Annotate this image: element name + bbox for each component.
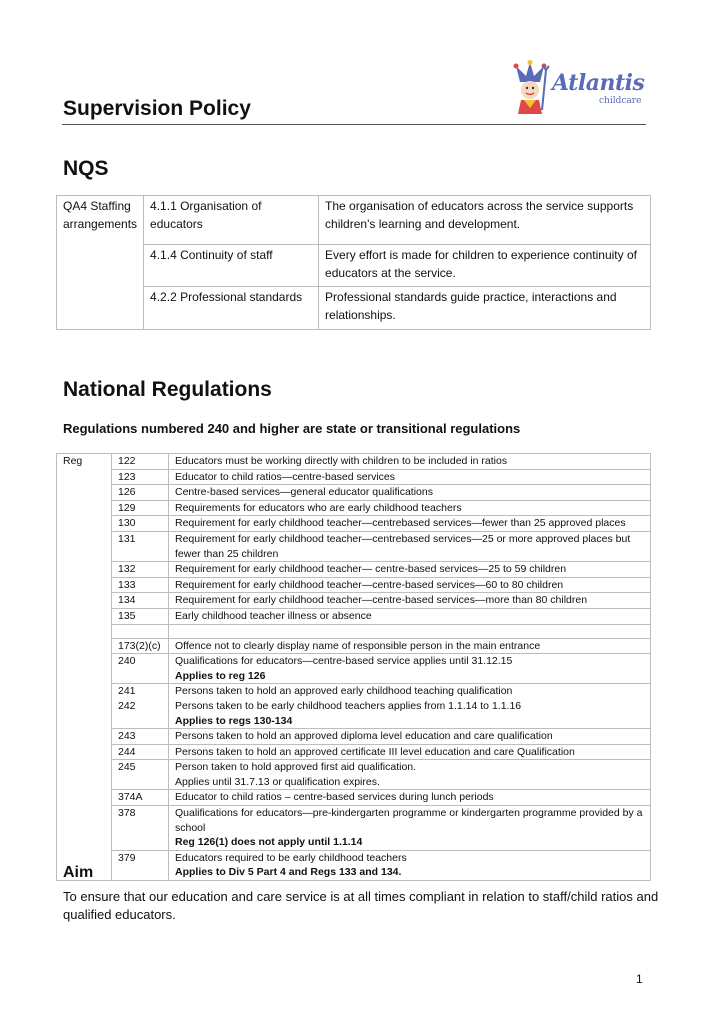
reg-text: Persons taken to be early childhood teachers applies from 1.1.14 to 1.1.16	[175, 699, 522, 712]
reg-text: Qualifications for educators—centre-based service applies until 31.12.15	[175, 655, 513, 668]
company-logo	[512, 60, 652, 118]
reg-text: Applies until 31.7.13 or qualification expires.	[175, 775, 380, 788]
reg-description	[169, 806, 651, 851]
reg-description: Educators must be working directly with children to be included in ratios	[169, 454, 651, 470]
table-spacer-row	[57, 624, 651, 638]
reg-description: Persons taken to hold an approved certificate III level education and care Qualification	[169, 744, 651, 760]
table-row	[57, 287, 651, 330]
reg-description: Educator to child ratios – centre-based services during lunch periods	[169, 790, 651, 806]
page-title: Supervision Policy	[63, 97, 251, 120]
page-number: 1	[636, 972, 643, 986]
nqs-table	[56, 195, 651, 330]
table-row	[57, 654, 651, 684]
nqs-text-cell: Every effort is made for children to experience continuity of educators at the service.	[319, 245, 651, 287]
table-row	[57, 245, 651, 287]
table-row	[57, 593, 651, 609]
reg-number: 378	[112, 806, 169, 851]
reg-note: Applies to Div 5 Part 4 and Regs 133 and 134.	[175, 866, 402, 879]
table-row	[57, 562, 651, 578]
reg-number-242: 242	[118, 699, 136, 712]
reg-note: Applies to regs 130-134	[175, 714, 293, 727]
nqs-text-cell: Professional standards guide practice, interactions and relationships.	[319, 287, 651, 330]
table-row	[57, 790, 651, 806]
reg-description	[169, 850, 651, 880]
reg-description: Requirement for early childhood teacher—centrebased services—fewer than 25 approved places	[169, 516, 651, 532]
jester-mascot-icon	[512, 60, 556, 116]
table-row	[57, 531, 651, 561]
reg-number: 244	[112, 744, 169, 760]
reg-description	[169, 760, 651, 790]
reg-number: 131	[112, 531, 169, 561]
table-row	[57, 469, 651, 485]
reg-number: 132	[112, 562, 169, 578]
reg-description: Offence not to clearly display name of responsible person in the main entrance	[169, 638, 651, 654]
reg-description: Educator to child ratios—centre-based services	[169, 469, 651, 485]
reg-number: 173(2)(c)	[112, 638, 169, 654]
table-row	[57, 500, 651, 516]
reg-number: 374A	[112, 790, 169, 806]
reg-note: Applies to reg 126	[175, 669, 266, 682]
table-row	[57, 608, 651, 624]
logo-wordmark: Atlantis	[552, 70, 645, 96]
reg-text: Educators required to be early childhood teachers	[175, 851, 407, 864]
reg-number: 240	[112, 654, 169, 684]
regulations-heading: National Regulations	[63, 378, 272, 401]
reg-description	[169, 654, 651, 684]
nqs-heading: NQS	[63, 157, 109, 180]
table-row	[57, 196, 651, 245]
reg-number: 130	[112, 516, 169, 532]
logo-subtitle: childcare	[599, 96, 642, 106]
table-row	[57, 684, 651, 729]
table-row	[57, 485, 651, 501]
reg-note: Reg 126(1) does not apply until 1.1.14	[175, 836, 363, 849]
table-row	[57, 729, 651, 745]
reg-number: 123	[112, 469, 169, 485]
reg-text: Qualifications for educators—pre-kindergarten programme or kindergarten programme provided by a school	[175, 807, 643, 834]
reg-number: 126	[112, 485, 169, 501]
table-row	[57, 454, 651, 470]
table-row	[57, 850, 651, 880]
aim-text: To ensure that our education and care service is at all times compliant in relation to staff/child ratios and qualified educators.	[63, 889, 659, 922]
reg-number-241: 241	[118, 685, 136, 698]
reg-number: 135	[112, 608, 169, 624]
reg-description: Requirement for early childhood teacher—centre-based services—more than 80 children	[169, 593, 651, 609]
reg-text: Person taken to hold approved first aid qualification.	[175, 761, 417, 774]
reg-number: 243	[112, 729, 169, 745]
nqs-code-cell: 4.1.1 Organisation of educators	[144, 196, 319, 245]
reg-number: 379	[112, 850, 169, 880]
reg-number: 133	[112, 577, 169, 593]
reg-number: 245	[112, 760, 169, 790]
reg-description: Persons taken to hold an approved diploma level education and care qualification	[169, 729, 651, 745]
regulations-table	[56, 453, 651, 881]
table-row	[57, 806, 651, 851]
reg-number	[112, 684, 169, 729]
reg-label-cell: Reg	[57, 454, 112, 470]
reg-description: Centre-based services—general educator qualifications	[169, 485, 651, 501]
reg-description: Requirement for early childhood teacher—centre-based services—60 to 80 children	[169, 577, 651, 593]
nqs-code-cell: 4.1.4 Continuity of staff	[144, 245, 319, 287]
table-row	[57, 744, 651, 760]
nqs-text-cell: The organisation of educators across the service supports children's learning and development.	[319, 196, 651, 245]
reg-description	[169, 684, 651, 729]
reg-description: Requirement for early childhood teacher—centrebased services—25 or more approved places but fewer than 25 children	[169, 531, 651, 561]
regulations-subheading: Regulations numbered 240 and higher are state or transitional regulations	[63, 421, 521, 436]
reg-description: Requirements for educators who are early childhood teachers	[169, 500, 651, 516]
aim-heading: Aim	[63, 864, 94, 881]
reg-number: 129	[112, 500, 169, 516]
reg-text: Persons taken to hold an approved early childhood teaching qualification	[175, 685, 513, 698]
reg-description: Requirement for early childhood teacher— centre-based services—25 to 59 children	[169, 562, 651, 578]
reg-number: 122	[112, 454, 169, 470]
reg-number: 134	[112, 593, 169, 609]
table-row	[57, 760, 651, 790]
nqs-area-cell: QA4 Staffing arrangements	[57, 196, 144, 330]
reg-description: Early childhood teacher illness or absence	[169, 608, 651, 624]
title-rule	[62, 124, 646, 125]
table-row	[57, 638, 651, 654]
table-row	[57, 516, 651, 532]
nqs-code-cell: 4.2.2 Professional standards	[144, 287, 319, 330]
table-row	[57, 577, 651, 593]
